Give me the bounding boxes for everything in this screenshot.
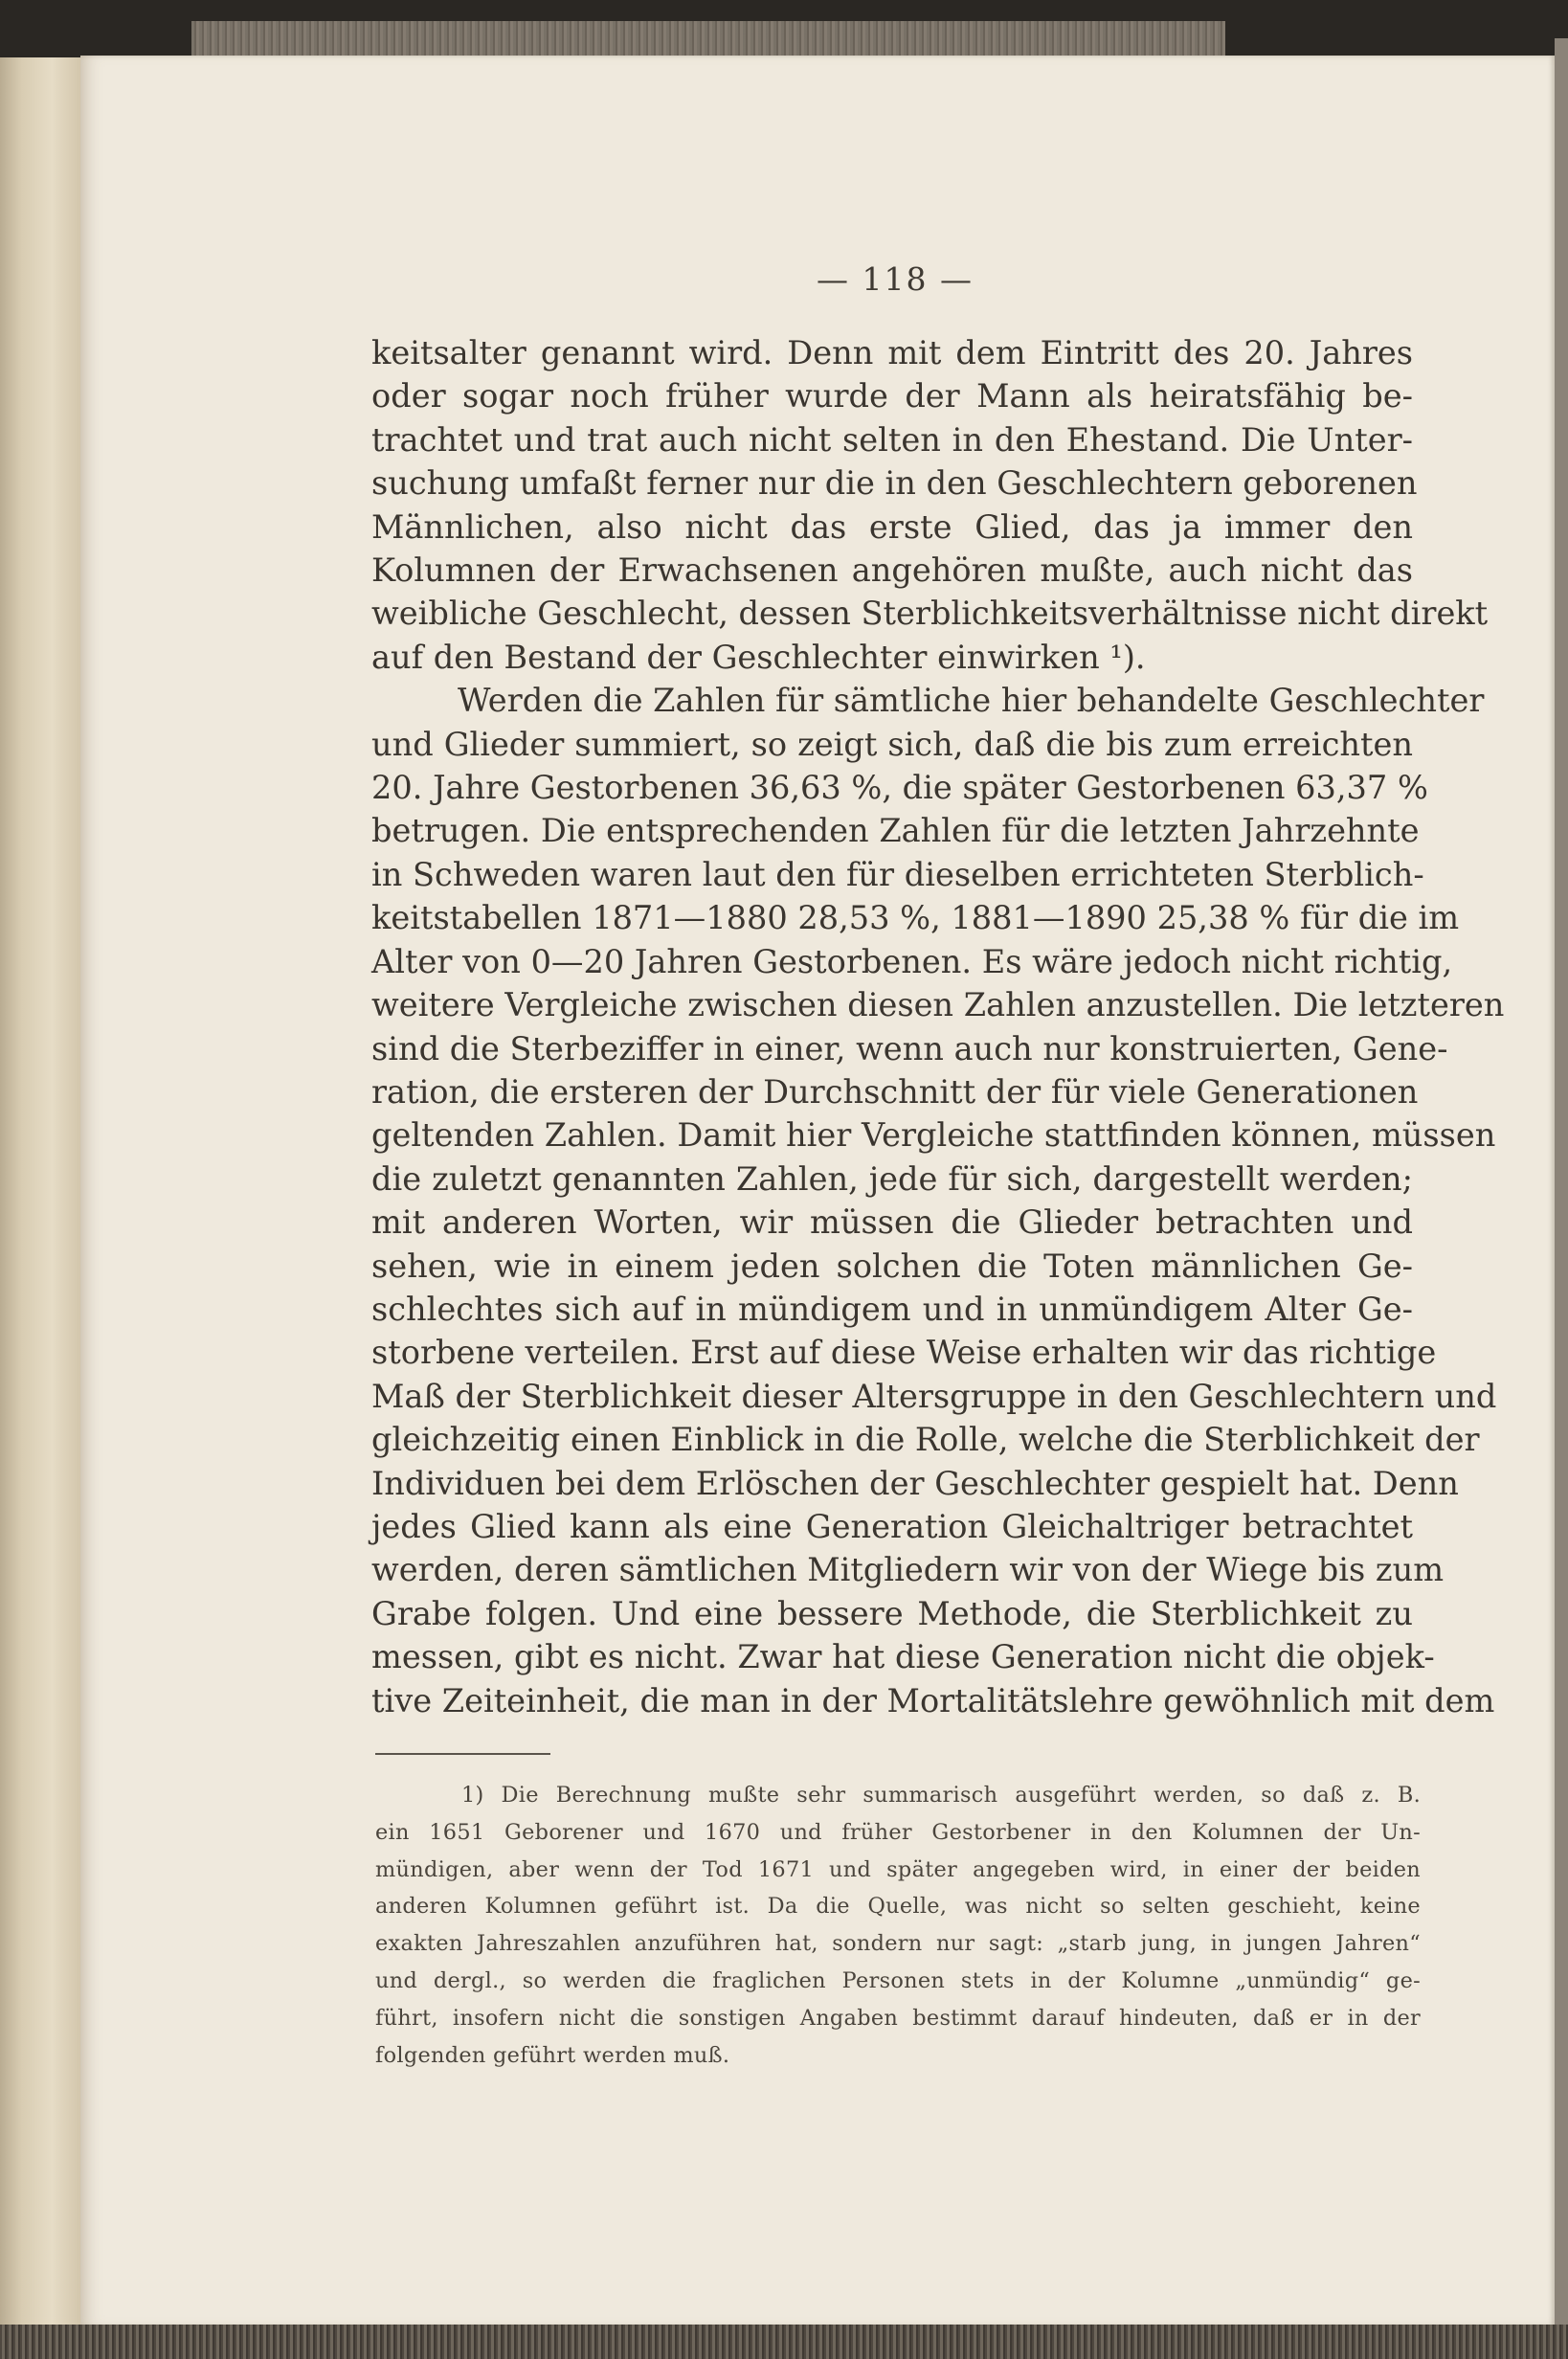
body-line: ration, die ersteren der Durchschnitt der für viele Generationen <box>371 1072 1419 1111</box>
body-line: sind die Sterbeziffer in einer, wenn auch nur konstruierten, Gene- <box>371 1029 1448 1067</box>
body-line: gleichzeitig einen Einblick in die Rolle, welche die Sterblichkeit der <box>371 1421 1480 1459</box>
page-number: — 118 — <box>817 260 974 298</box>
body-line: weitere Vergleiche zwischen diesen Zahlen anzustellen. Die letzteren <box>371 986 1505 1024</box>
footnote-line: mündigen, aber wenn der Tod 1671 und später angegeben wird, in einer der beiden <box>375 1856 1421 1882</box>
footnote-line: führt, insofern nicht die sonstigen Angaben bestimmt darauf hindeuten, daß er in der <box>375 2005 1421 2031</box>
body-line: auf den Bestand der Geschlechter einwirken ¹). <box>371 638 1146 676</box>
body-line: in Schweden waren laut den für dieselben errichteten Sterblich- <box>371 855 1424 893</box>
body-text <box>371 331 1505 1722</box>
footnote <box>375 1777 1421 2074</box>
body-line: jedes Glied kann als eine Generation Gleichaltriger betrachtet <box>371 1507 1413 1545</box>
footnote-line: 1) Die Berechnung mußte sehr summarisch ausgeführt werden, so daß z. B. <box>461 1783 1421 1808</box>
footnote-line: folgenden geführt werden muß. <box>375 2042 730 2068</box>
body-line: mit anderen Worten, wir müssen die Glieder betrachten und <box>371 1203 1413 1242</box>
body-line: 20. Jahre Gestorbenen 36,63 %, die später Gestorbenen 63,37 % <box>371 769 1428 807</box>
body-line: trachtet und trat auch nicht selten in den Ehestand. Die Unter- <box>371 420 1413 459</box>
footnote-line: exakten Jahreszahlen anzuführen hat, sondern nur sagt: „starb jung, in jungen Jahren“ <box>375 1931 1421 1957</box>
body-line: messen, gibt es nicht. Zwar hat diese Generation nicht die objek- <box>371 1638 1435 1676</box>
footnote-divider <box>375 1753 550 1755</box>
body-line: Grabe folgen. Und eine bessere Methode, die Sterblichkeit zu <box>371 1594 1413 1632</box>
body-line: betrugen. Die entsprechenden Zahlen für die letzten Jahrzehnte <box>371 812 1420 850</box>
body-line: geltenden Zahlen. Damit hier Vergleiche stattfinden können, müssen <box>371 1116 1496 1155</box>
body-line: Männlichen, also nicht das erste Glied, das ja immer den <box>371 507 1413 546</box>
body-line: storbene verteilen. Erst auf diese Weise erhalten wir das richtige <box>371 1334 1437 1372</box>
book-edge-left <box>0 57 86 2328</box>
body-line: schlechtes sich auf in mündigem und in unmündigem Alter Ge- <box>371 1290 1413 1328</box>
scan-edge-bottom <box>0 2325 1568 2359</box>
body-line: werden, deren sämtlichen Mitgliedern wir von der Wiege bis zum <box>371 1551 1445 1589</box>
body-line: Maß der Sterblichkeit dieser Altersgruppe in den Geschlechtern und <box>371 1377 1497 1415</box>
body-line: Kolumnen der Erwachsenen angehören mußte, auch nicht das <box>371 551 1413 590</box>
body-line: tive Zeiteinheit, die man in der Mortalitätslehre gewöhnlich mit dem <box>371 1681 1495 1719</box>
body-line: und Glieder summiert, so zeigt sich, daß die bis zum erreichten <box>371 725 1413 763</box>
body-line: weibliche Geschlecht, dessen Sterblichkeitsverhältnisse nicht direkt <box>371 595 1489 633</box>
footnote-line: und dergl., so werden die fraglichen Personen stets in der Kolumne „unmündig“ ge- <box>375 1967 1421 1993</box>
footnote-line: ein 1651 Geborener und 1670 und früher Gestorbener in den Kolumnen der Un- <box>375 1819 1421 1845</box>
body-line: Werden die Zahlen für sämtliche hier behandelte Geschlechter <box>458 682 1485 720</box>
book-edge-right <box>1555 38 1568 2336</box>
body-line: Alter von 0—20 Jahren Gestorbenen. Es wäre jedoch nicht richtig, <box>371 942 1453 980</box>
body-line: die zuletzt genannten Zahlen, jede für sich, dargestellt werden; <box>371 1159 1413 1198</box>
body-line: keitsalter genannt wird. Denn mit dem Eintritt des 20. Jahres <box>371 334 1413 371</box>
footnote-line: anderen Kolumnen geführt ist. Da die Quelle, was nicht so selten geschieht, keine <box>375 1894 1421 1920</box>
body-line: oder sogar noch früher wurde der Mann als heiratsfähig be- <box>371 377 1413 416</box>
body-line: keitstabellen 1871—1880 28,53 %, 1881—1890 25,38 % für die im <box>371 899 1460 937</box>
scan-edge-top <box>191 21 1225 57</box>
body-line: sehen, wie in einem jeden solchen die Toten männlichen Ge- <box>371 1247 1413 1285</box>
body-line: Individuen bei dem Erlöschen der Geschlechter gespielt hat. Denn <box>371 1464 1459 1502</box>
body-line: suchung umfaßt ferner nur die in den Geschlechtern geborenen <box>371 464 1418 503</box>
